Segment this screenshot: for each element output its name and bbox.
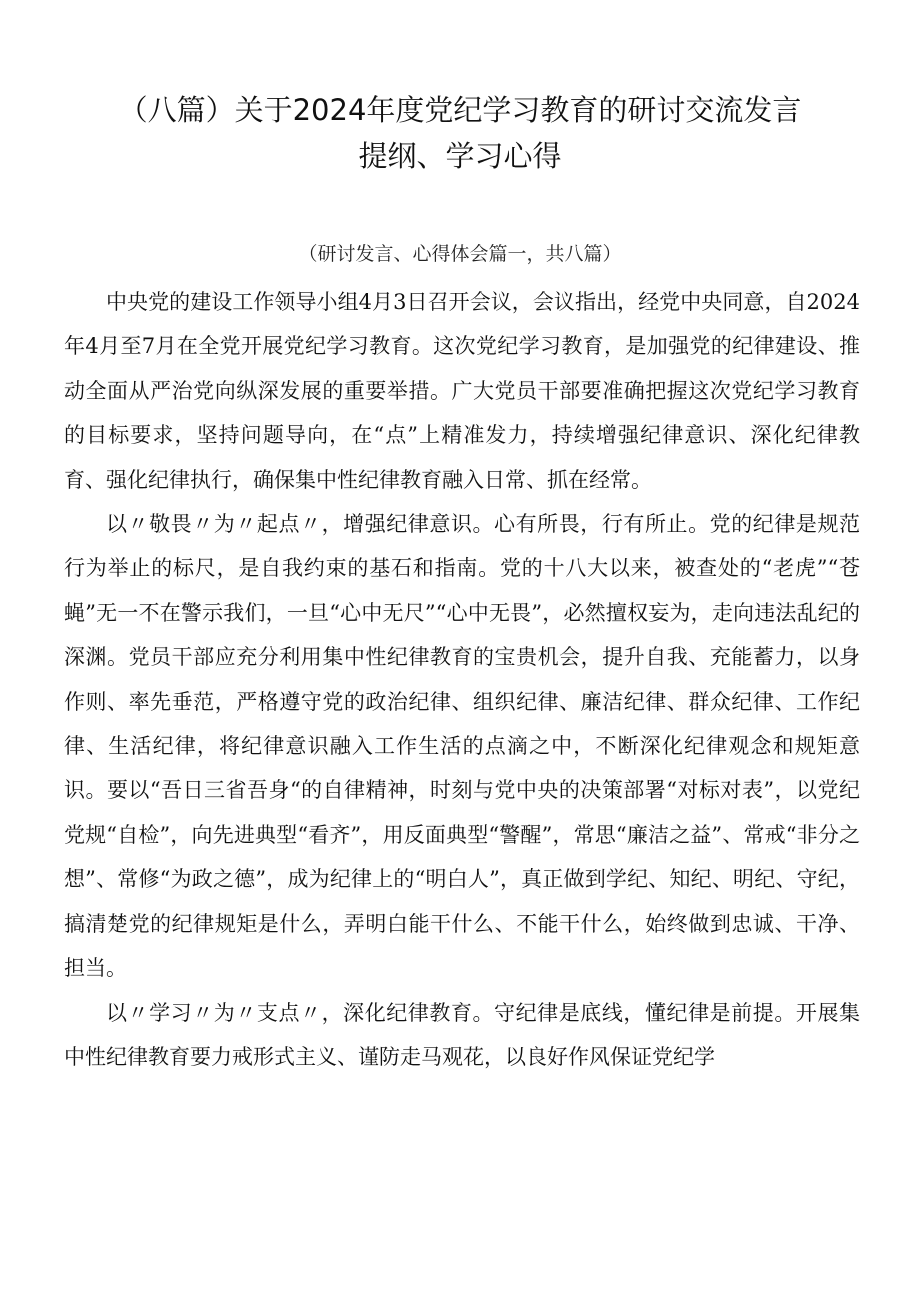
- document-title-line-1: （八篇）关于2024年度党纪学习教育的研讨交流发言: [118, 93, 802, 127]
- paragraph: 中央党的建设工作领导小组4月3日召开会议，会议指出，经党中央同意，自2024年4月至7月在全党开展党纪学习教育。这次党纪学习教育，是加强党的纪律建设、推动全面从严治党向纵深发展的重要举措。广大党员干部要准确把握这次党纪学习教育的目标要求，坚持问题导向，在“点”上精准发力，持续增强纪律意识、深化纪律教育、强化纪律执行，确保集中性纪律教育融入日常、抓在经常。: [64, 290, 860, 492]
- paragraph: 以〃敬畏〃为〃起点〃，增强纪律意识。心有所畏，行有所止。党的纪律是规范行为举止的标尺，是自我约束的基石和指南。党的十八大以来，被查处的“老虎”“苍蝇”无一不在警示我们，一旦“心中无尺”“心中无畏”，必然擅权妄为，走向违法乱纪的深渊。党员干部应充分利用集中性纪律教育的宝贵机会，提升自我、充能蓄力，以身作则、率先垂范，严格遵守党的政治纪律、组织纪律、廉洁纪律、群众纪律、工作纪律、生活纪律，将纪律意识融入工作生活的点滴之中，不断深化纪律观念和规矩意识。要以“吾日三省吾身“的自律精神，时刻与党中央的决策部署“对标对表”，以党纪党规“自检”，向先进典型“看齐”，用反面典型“警醒”，常思“廉洁之益”、常戒“非分之想”、常修“为政之德”，成为纪律上的“明白人”，真正做到学纪、知纪、明纪、守纪，搞清楚党的纪律规矩是什么，弄明白能干什么、不能干什么，始终做到忠诚、干净、担当。: [64, 512, 860, 981]
- paragraph: 以〃学习〃为〃支点〃，深化纪律教育。守纪律是底线，懂纪律是前提。开展集中性纪律教育要力戒形式主义、谨防走马观花，以良好作风保证党纪学: [64, 1000, 860, 1069]
- document-title-line-2: 提纲、学习心得: [358, 139, 562, 173]
- document-body: [64, 280, 860, 1079]
- document-subtitle: （研讨发言、心得体会篇一，共八篇）: [298, 243, 622, 265]
